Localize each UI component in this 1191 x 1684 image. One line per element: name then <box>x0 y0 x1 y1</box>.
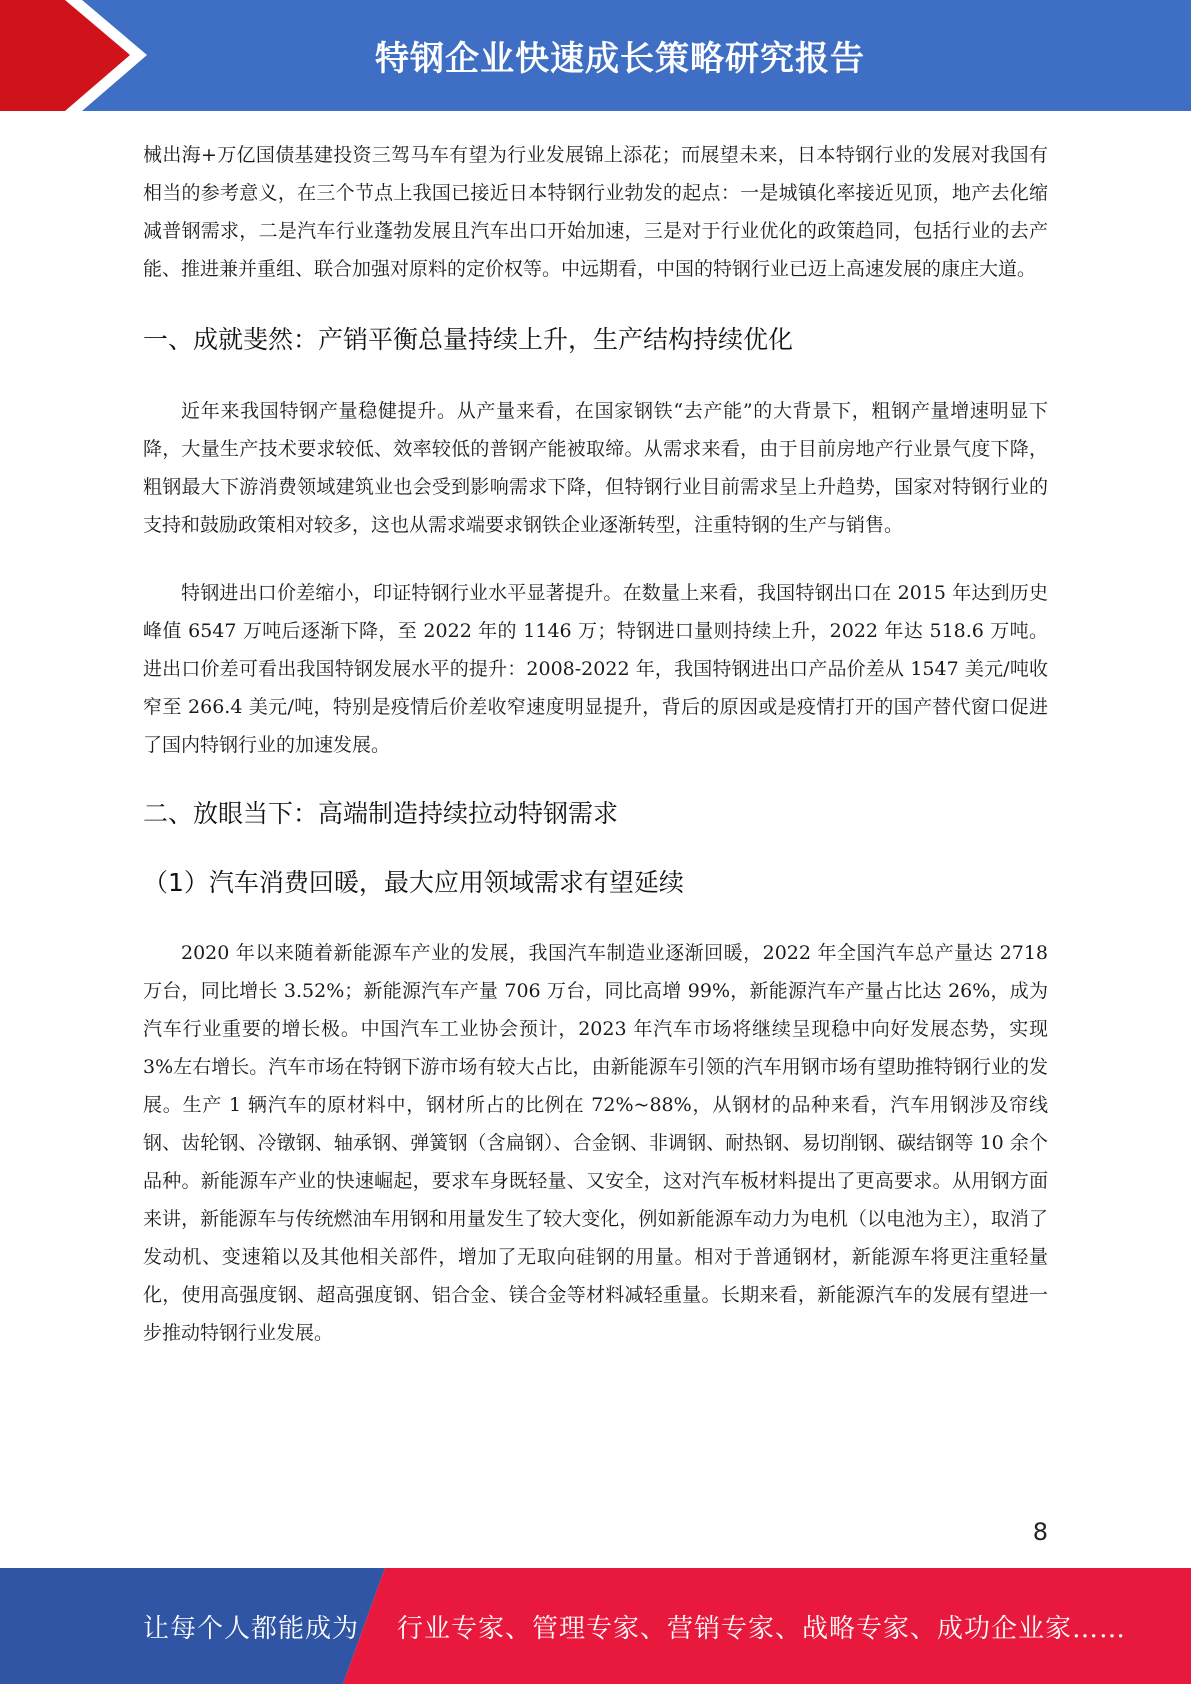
section-heading-1: 一、成就斐然：产销平衡总量持续上升，生产结构持续优化 <box>143 325 794 354</box>
intro-paragraph: 械出海+万亿国债基建投资三驾马车有望为行业发展锦上添花；而展望未来，日本特钢行业的发展对我国有相当的参考意义，在三个节点上我国已接近日本特钢行业勃发的起点：一是城镇化率接近见顶，地产去化缩减普钢需求，二是汽车行业蓬勃发展且汽车出口开始加速，三是对于行业优化的政策趋同，包括行业的去产能、推进兼并重组、联合加强对原料的定价权等。中远期看，中国的特钢行业已迈上高速发展的康庄大道。 <box>143 144 1048 280</box>
paragraph-production: 近年来我国特钢产量稳健提升。从产量来看，在国家钢铁“去产能”的大背景下，粗钢产量增速明显下降，大量生产技术要求较低、效率较低的普钢产能被取缔。从需求来看，由于目前房地产行业景气度下降，粗钢最大下游消费领域建筑业也会受到影响需求下降，但特钢行业目前需求呈上升趋势，国家对特钢行业的支持和鼓励政策相对较多，这也从需求端要求钢铁企业逐渐转型，注重特钢的生产与销售。 <box>143 400 1048 536</box>
paragraph-import-export: 特钢进出口价差缩小，印证特钢行业水平显著提升。在数量上来看，我国特钢出口在 2015 年达到历史峰值 6547 万吨后逐渐下降，至 2022 年的 1146 万；特钢进口量则持续上升，2022 年达 518.6 万吨。进出口价差可看出我国特钢发展水平的提升：2008-2022 年，我国特钢进出口产品价差从 1547 美元/吨收窄至 266.4 美元/吨，特别是疫情后价差收窄速度明显提升，背后的原因或是疫情打开的国产替代窗口促进了国内特钢行业的加速发展。 <box>143 582 1048 756</box>
subsection-heading-auto: （1）汽车消费回暖，最大应用领域需求有望延续 <box>143 868 684 897</box>
page-number: 8 <box>1032 1518 1048 1546</box>
footer-slogan-left: 让每个人都能成为 <box>143 1613 360 1644</box>
main-content <box>143 136 1048 1352</box>
red-arrow-shape <box>0 0 147 111</box>
report-title: 特钢企业快速成长策略研究报告 <box>375 39 865 79</box>
header-arrow-decoration <box>0 0 160 111</box>
footer-banner <box>0 1568 1191 1684</box>
section-heading-2: 二、放眼当下：高端制造持续拉动特钢需求 <box>143 799 619 828</box>
footer-slogan-right: 行业专家、管理专家、营销专家、战略专家、成功企业家…… <box>397 1613 1127 1644</box>
header-banner <box>0 0 1191 111</box>
paragraph-auto-demand: 2020 年以来随着新能源车产业的发展，我国汽车制造业逐渐回暖，2022 年全国汽车总产量达 2718 万台，同比增长 3.52%；新能源汽车产量 706 万台，同比高增 99%，新能源汽车产量占比达 26%，成为汽车行业重要的增长极。中国汽车工业协会预计，2023 年汽车市场将继续呈现稳中向好发展态势，实现 3%左右增长。汽车市场在特钢下游市场有较大占比，由新能源车引领的汽车用钢市场有望助推特钢行业的发展。生产 1 辆汽车的原材料中，钢材所占的比例在 72%~88%，从钢材的品种来看，汽车用钢涉及帘线钢、齿轮钢、冷镦钢、轴承钢、弹簧钢（含扁钢）、合金钢、非调钢、耐热钢、易切削钢、碳结钢等 10 余个品种。新能源车产业的快速崛起，要求车身既轻量、又安全，这对汽车板材料提出了更高要求。从用钢方面来讲，新能源车与传统燃油车用钢和用量发生了较大变化，例如新能源车动力为电机（以电池为主），取消了发动机、变速箱以及其他相关部件，增加了无取向硅钢的用量。相对于普通钢材，新能源车将更注重轻量化，使用高强度钢、超高强度钢、铝合金、镁合金等材料减轻重量。长期来看，新能源汽车的发展有望进一步推动特钢行业发展。 <box>143 942 1048 1344</box>
